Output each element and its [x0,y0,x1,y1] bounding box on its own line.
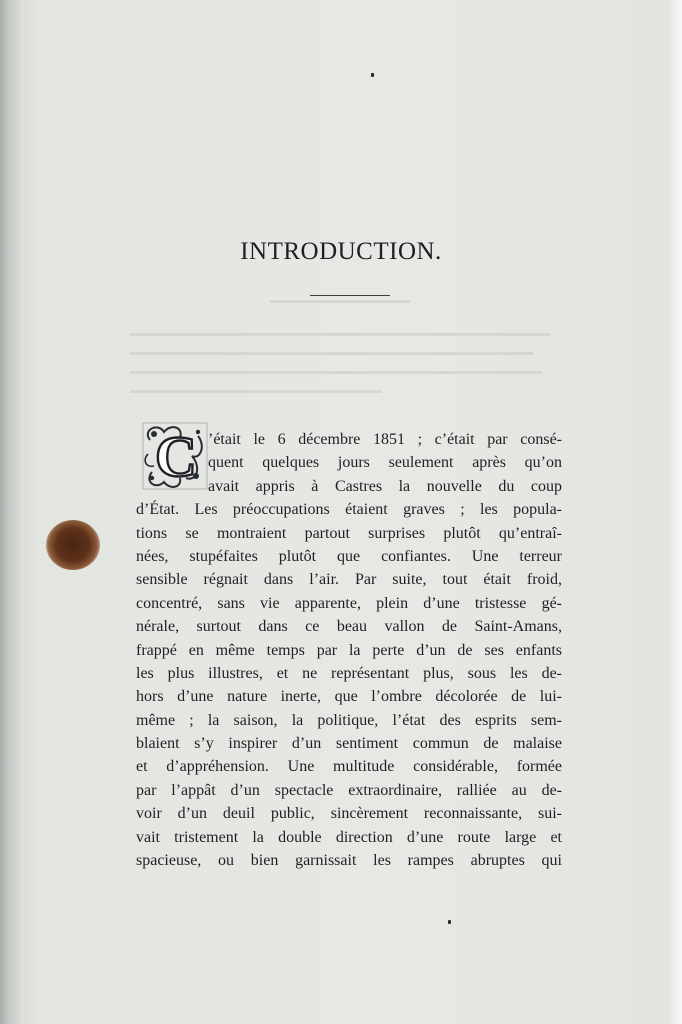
text-line: par l’appât d’un spectacle extraordinaire, ralliée au de- [136,781,562,799]
print-speck [371,73,374,77]
text-line: ’était le 6 décembre 1851 ; c’était par consé- [208,431,562,448]
text-line: concentré, sans vie apparente, plein d’une tristesse gé- [136,594,562,612]
title-rule [310,295,390,296]
show-through-text [130,300,550,409]
text-line: les plus illustres, et ne représentant plus, sous les de- [136,664,562,682]
text-line: voir d’un deuil public, sincèrement reconnaissante, sui- [136,805,562,823]
print-speck [448,920,451,924]
text-line: nérale, surtout dans ce beau vallon de Saint-Amans, [136,618,562,636]
text-line: même ; la saison, la politique, l’état des esprits sem- [136,711,562,729]
book-spine [0,0,20,1024]
page-edge [668,0,682,1024]
text-line: spacieuse, ou bien garnissait les rampes abruptes qui [136,852,562,870]
page-title: INTRODUCTION. [240,238,442,265]
text-line: d’État. Les préoccupations étaient graves ; les popula- [136,501,562,519]
text-line: blaient s’y inspirer d’un sentiment commun de malaise [136,735,562,753]
introduction-paragraph [136,428,562,872]
text-line: tions se montraient partout surprises plutôt qu’entraî- [136,524,562,542]
drop-cap-letter: C [155,424,197,489]
text-line: sensible régnait dans l’air. Par suite, tout était froid, [136,571,562,589]
text-line: quent quelques jours seulement après qu’on [208,454,562,472]
text-line: vait tristement la double direction d’une route large et [136,828,562,846]
text-line: et d’appréhension. Une multitude considérable, formée [136,758,562,776]
text-line: avait appris à Castres la nouvelle du coup [208,477,562,495]
text-line: hors d’une nature inerte, que l’ombre décolorée de lui- [136,688,562,706]
text-line: nées, stupéfaites plutôt que confiantes. Une terreur [136,547,562,565]
foxing-stain [46,520,100,570]
text-line: frappé en même temps par la perte d’un de ses enfants [136,641,562,659]
